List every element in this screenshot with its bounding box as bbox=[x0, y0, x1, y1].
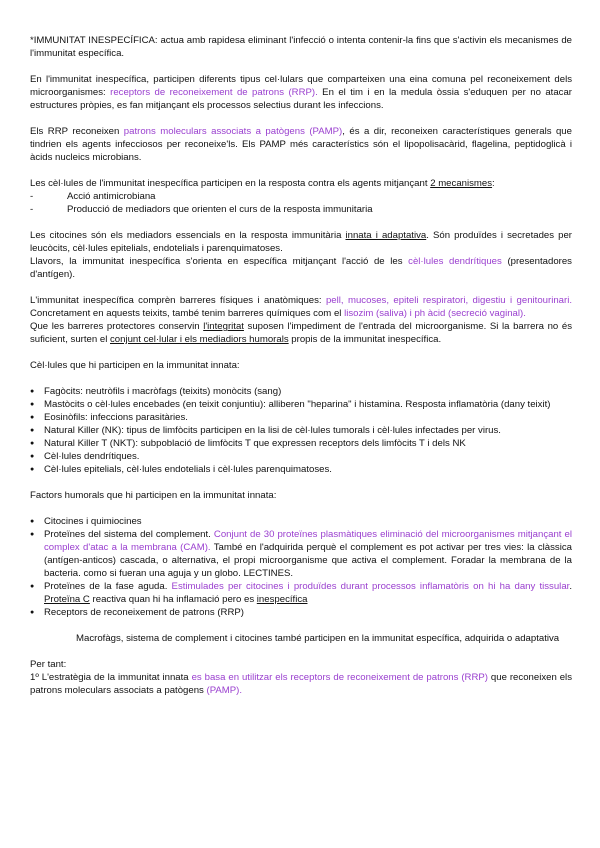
list-item bbox=[30, 528, 572, 580]
list-item: ● Eosinòfils: infeccions parasitàries. bbox=[30, 411, 572, 424]
paragraph-barreres bbox=[30, 294, 572, 320]
list-item: ● Receptors de reconeixement de patrons (RRP) bbox=[30, 606, 572, 619]
paragraph-citocines bbox=[30, 229, 572, 255]
conclusion-paragraph bbox=[30, 671, 572, 697]
conclusion-text-a: 1º L'estratègia de la immunitat innata bbox=[30, 672, 192, 683]
list-item: ● Cèl·lules dendrítiques. bbox=[30, 450, 572, 463]
paragraph-dendritiques bbox=[30, 255, 572, 281]
humoral-list bbox=[30, 515, 572, 619]
p8-underline-integritat: l'integritat bbox=[203, 321, 244, 332]
humoral-item3-underline-proteina: Proteïna C bbox=[44, 594, 90, 605]
humoral-item3-c: . bbox=[569, 581, 572, 592]
conclusion-highlight-pamp: (PAMP). bbox=[206, 685, 243, 696]
list-item: ● Mastòcits o cèl·lules encebades (en teixit conjuntiu): alliberen "heparina" i histamina. Resposta inflamatòria (dany teixit) bbox=[30, 398, 572, 411]
mechanism-item bbox=[30, 190, 572, 203]
p6-text-a: Llavors, la immunitat inespecífica s'orienta en específica mitjançant l'acció de les bbox=[30, 256, 409, 267]
list-item: ● Cèl·lules epitelials, cèl·lules endotelials i cèl·lules parenquimatoses. bbox=[30, 463, 572, 476]
note-paragraph: Macrofàgs, sistema de complement i citocines també participen en la immunitat específica, adquirida o adaptativa bbox=[76, 633, 560, 644]
cells-list bbox=[30, 385, 572, 476]
list-item: ● Natural Killer (NK): tipus de limfòcits participen en la lisi de cèl·lules tumorals i cèl·lules infectades per virus. bbox=[30, 424, 572, 437]
humoral-item2-a: Proteïnes del sistema del complement. bbox=[44, 529, 214, 540]
p5-text-c: . Són produïdes i secretades per leucòcits, cèl·lules epitelials, endotelials i parenquimatoses. bbox=[30, 230, 572, 254]
humoral-item3-highlight: Estimulades per citocines i produïdes durant processos inflamatòris on hi ha dany tissular bbox=[171, 581, 570, 592]
p8-text-e: propis de la immunitat inespecífica. bbox=[288, 334, 442, 345]
paragraph-rrp bbox=[30, 73, 572, 112]
p5-underline-innata: innata i adaptativa bbox=[345, 230, 427, 241]
humoral-heading: Factors humorals que hi participen en la immunitat innata: bbox=[30, 490, 277, 501]
p7-highlight-lisozim: lisozim (saliva) i ph àcid (secreció vaginal). bbox=[344, 308, 526, 319]
paragraph-mecanismes bbox=[30, 177, 572, 190]
p8-underline-conjunt: conjunt cel·lular i els mediadiors humorals bbox=[110, 334, 289, 345]
p6-highlight-dendritiques: cèl·lules dendrítiques bbox=[408, 256, 502, 267]
conclusion-highlight-rrp: es basa en utilitzar els receptors de reconeixement de patrons (RRP) bbox=[191, 672, 488, 683]
p7-text-c: Concretament en aquests teixits, també tenim barreres químiques com el bbox=[30, 308, 345, 319]
humoral-item3-e: reactiva quan hi ha inflamació pero es bbox=[89, 594, 257, 605]
humoral-item2-c: També en l'adquirida perquè el complement es pot activar per tres vies: la clàssica (antígen-anticos) cascada, o alternativa, el propi microorganisme que activa el complement. Foradar la membrana de la bacteria. como si fueran una aguja y un globo. LECTINES. bbox=[44, 542, 572, 579]
cells-heading: Cèl·lules que hi participen en la immunitat innata: bbox=[30, 360, 240, 371]
mechanism-dash: - bbox=[30, 191, 34, 202]
p5-text-a: Les citocines són els mediadors essencials en la resposta immunitària bbox=[30, 230, 346, 241]
p3-text-a: Els RRP reconeixen bbox=[30, 126, 124, 137]
paragraph-pamp bbox=[30, 125, 572, 164]
mechanisms-list bbox=[30, 190, 572, 216]
p4-text-a: Les cèl·lules de l'immunitat inespecífica participen en la resposta contra els agents mitjançant bbox=[30, 178, 431, 189]
list-item: ● Natural Killer T (NKT): subpoblació de limfòcits T que expressen receptors dels limfòcits T i dels NK bbox=[30, 437, 572, 450]
p2-highlight-rrp: receptors de reconeixement de patrons (RRP). bbox=[110, 87, 318, 98]
humoral-item2-highlight: Conjunt de 30 proteïnes plasmàtiques eliminació del microorganismes mitjançant el complex d'atac a la membrana (CAM). bbox=[44, 529, 572, 553]
p8-text-c: suposen l'impediment de l'entrada del microorganisme. Si la barrera no és suficient, surten el bbox=[30, 321, 572, 345]
conclusion-label: Per tant: bbox=[30, 659, 67, 670]
list-item: ● Fagòcits: neutròfils i macròfags (teixits) monòcits (sang) bbox=[30, 385, 572, 398]
mechanism-item bbox=[30, 203, 572, 216]
p7-highlight-pell: pell, mucoses, epiteli respiratori, digestiu i genitourinari. bbox=[325, 295, 572, 306]
p8-text-a: Que les barreres protectores conservin bbox=[30, 321, 204, 332]
paragraph-immunitat-inespecifica: *IMMUNITAT INESPECÍFICA: actua amb rapidesa eliminant l'infecció o intenta contenir-la fins que s'activin els mecanismes de l'immunitat específica. bbox=[30, 35, 572, 59]
p6-text-c: (presentadores d'antígen). bbox=[30, 256, 572, 280]
p4-underline-mecanismes: 2 mecanismes bbox=[430, 178, 493, 189]
mechanism-text: Producció de mediadors que orienten el curs de la resposta immunitaria bbox=[67, 204, 373, 215]
p3-highlight-pamp: patrons moleculars associats a patògens (PAMP) bbox=[123, 126, 343, 137]
paragraph-integritat bbox=[30, 320, 572, 346]
list-item bbox=[30, 580, 572, 606]
conclusion-text-c: que reconeixen els patrons moleculars associats a patògens bbox=[30, 672, 572, 696]
p4-text-c: : bbox=[492, 178, 495, 189]
p7-text-a: L'immunitat inespecífica comprèn barreres físiques i anatòmiques: bbox=[30, 295, 326, 306]
p2-text-a: En l'immunitat inespecífica, participen diferents tipus cel·lulars que comparteixen una eina comuna pel reconeixement dels microorganismes: bbox=[30, 74, 572, 98]
mechanism-text: Acció antimicrobiana bbox=[67, 191, 156, 202]
p2-text-c: En el tim i en la medula òssia s'eduquen per no atacar estructures pròpies, es fan mitjançant els processos selectius durant les infeccions. bbox=[30, 87, 572, 111]
p3-text-c: , és a dir, reconeixen característiques generals que tindrien els agents infecciosos per reconeixe'ls. Els PAMP més característics són el lipopolisacàrid, flagelina, peptidoglicà i àcids nucleics microbians. bbox=[30, 126, 572, 163]
list-item: ● Citocines i quimiocines bbox=[30, 515, 572, 528]
humoral-item3-a: Proteïnes de la fase aguda. bbox=[44, 581, 172, 592]
humoral-item3-underline-inespecifica: inespecífica bbox=[256, 594, 308, 605]
mechanism-dash: - bbox=[30, 204, 34, 215]
